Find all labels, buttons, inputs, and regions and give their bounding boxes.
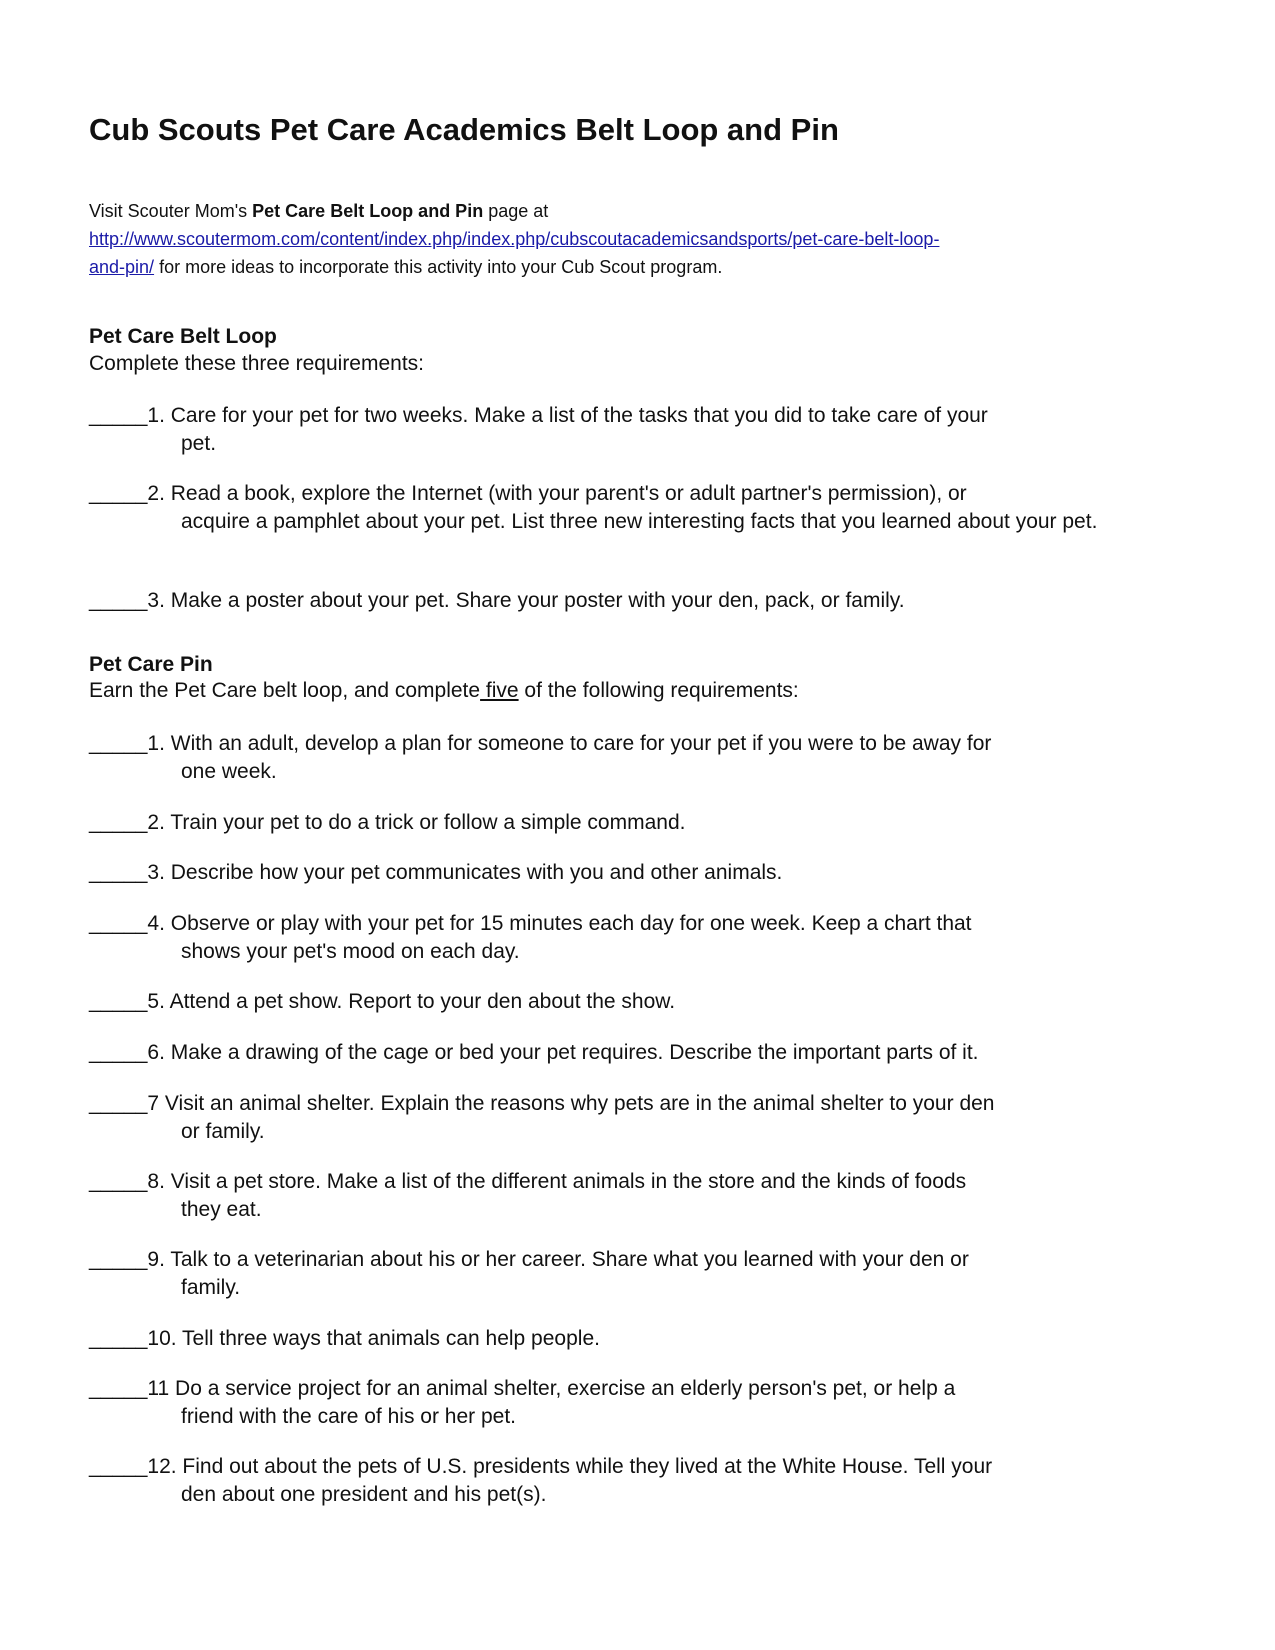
pin-requirement-7 <box>89 1090 1209 1146</box>
belt-loop-heading: Pet Care Belt Loop <box>89 325 277 348</box>
requirement-text: _____1. With an adult, develop a plan for someone to care for your pet if you were to be away for <box>89 732 992 755</box>
belt-loop-subtitle: Complete these three requirements: <box>89 352 425 375</box>
pin-requirement-5 <box>89 988 1209 1016</box>
requirement-text: _____12. Find out about the pets of U.S. presidents while they lived at the White House. Tell your <box>89 1455 993 1478</box>
requirement-continuation: friend with the care of his or her pet. <box>181 1405 517 1428</box>
requirement-continuation: den about one president and his pet(s). <box>181 1483 547 1506</box>
pin-requirement-6 <box>89 1039 1209 1067</box>
requirement-text: _____1. Care for your pet for two weeks. Make a list of the tasks that you did to take care of your <box>89 404 988 427</box>
requirement-continuation: acquire a pamphlet about your pet. List three new interesting facts that you learned about your pet. <box>181 510 1098 533</box>
pin-heading: Pet Care Pin <box>89 653 213 676</box>
requirement-text: _____5. Attend a pet show. Report to your den about the show. <box>89 990 676 1013</box>
pin-subtitle-five: five <box>480 679 519 702</box>
requirement-text: _____3. Make a poster about your pet. Share your poster with your den, pack, or family. <box>89 589 905 612</box>
pin-requirement-3 <box>89 859 1209 887</box>
pin-subtitle-after: of the following requirements: <box>518 679 799 702</box>
scoutermom-link-line1[interactable]: http://www.scoutermom.com/content/index.php/index.php/cubscoutacademicsandsports/pet-care-belt-loop- <box>89 229 940 249</box>
pin-subtitle-before: Earn the Pet Care belt loop, and complete <box>89 679 481 702</box>
requirement-continuation: one week. <box>181 760 277 783</box>
requirement-continuation: family. <box>181 1276 241 1299</box>
requirement-text: _____10. Tell three ways that animals can help people. <box>89 1327 600 1350</box>
intro-paragraph <box>89 197 1189 281</box>
requirement-continuation: shows your pet's mood on each day. <box>181 940 520 963</box>
requirement-text: _____6. Make a drawing of the cage or bed your pet requires. Describe the important parts of it. <box>89 1041 979 1064</box>
pin-requirement-8 <box>89 1168 1209 1224</box>
belt-loop-requirement-1 <box>89 402 1209 458</box>
belt-loop-requirement-3 <box>89 587 1209 615</box>
page-title: Cub Scouts Pet Care Academics Belt Loop and Pin <box>89 112 839 147</box>
pin-requirement-4 <box>89 910 1209 966</box>
requirement-continuation: pet. <box>181 432 217 455</box>
requirement-continuation: or family. <box>181 1120 265 1143</box>
requirement-text: _____2. Train your pet to do a trick or follow a simple command. <box>89 811 686 834</box>
intro-suffix: for more ideas to incorporate this activity into your Cub Scout program. <box>154 257 723 277</box>
belt-loop-requirement-2 <box>89 480 1209 536</box>
intro-bold-title: Pet Care Belt Loop and Pin <box>252 201 484 221</box>
pin-requirement-1 <box>89 730 1209 786</box>
requirement-continuation: they eat. <box>181 1198 262 1221</box>
pin-requirement-9 <box>89 1246 1209 1302</box>
requirement-text: _____2. Read a book, explore the Internet (with your parent's or adult partner's permission), or <box>89 482 967 505</box>
pin-requirement-2 <box>89 809 1209 837</box>
pin-requirement-10 <box>89 1325 1209 1353</box>
pin-requirement-11 <box>89 1375 1209 1431</box>
requirement-text: _____9. Talk to a veterinarian about his or her career. Share what you learned with your den or <box>89 1248 969 1271</box>
intro-mid: page at <box>483 201 549 221</box>
requirement-text: _____4. Observe or play with your pet for 15 minutes each day for one week. Keep a chart that <box>89 912 972 935</box>
pin-subtitle <box>89 679 799 703</box>
intro-prefix: Visit Scouter Mom's <box>89 201 253 221</box>
pin-requirement-12 <box>89 1453 1209 1509</box>
requirement-text: _____3. Describe how your pet communicates with you and other animals. <box>89 861 783 884</box>
requirement-text: _____8. Visit a pet store. Make a list of the different animals in the store and the kinds of foods <box>89 1170 967 1193</box>
requirement-text: _____11 Do a service project for an animal shelter, exercise an elderly person's pet, or help a <box>89 1377 956 1400</box>
scoutermom-link-line2[interactable]: and-pin/ <box>89 257 155 277</box>
requirement-text: _____7 Visit an animal shelter. Explain the reasons why pets are in the animal shelter to your den <box>89 1092 995 1115</box>
